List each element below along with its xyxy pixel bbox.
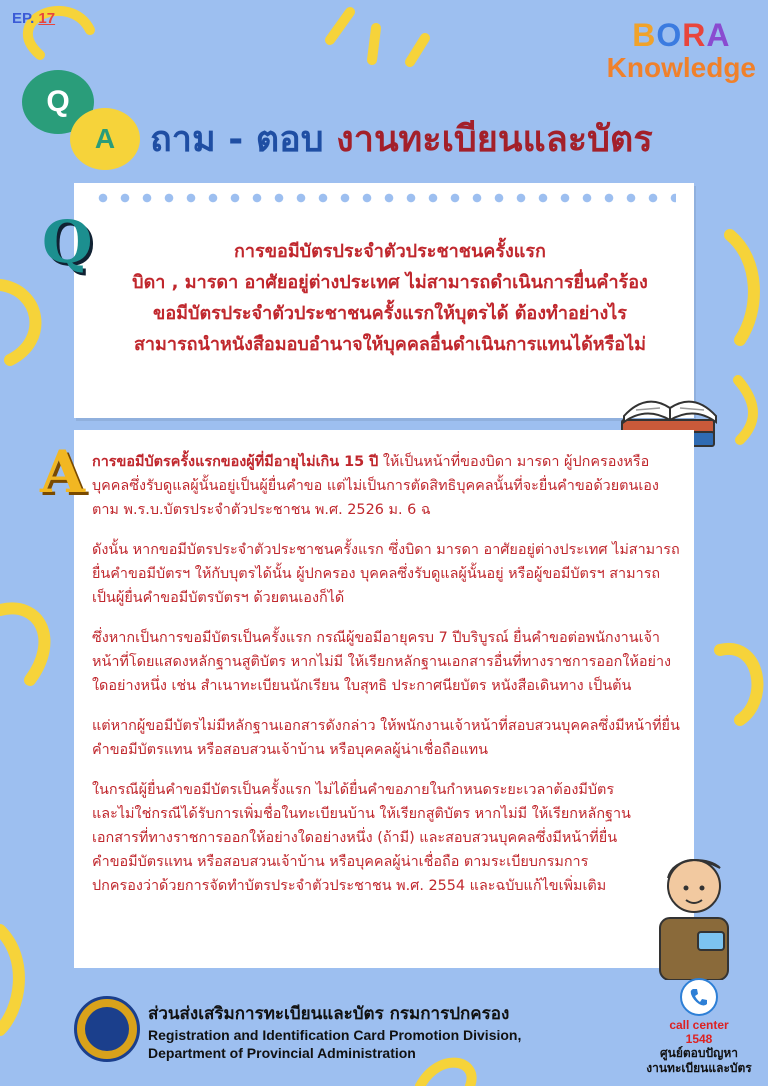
seal-inner [85, 1007, 129, 1051]
question-letter: Q [42, 208, 93, 276]
title-part1: ถาม - ตอบ [150, 119, 324, 160]
call-th-line: ศูนย์ตอบปัญหา [660, 1046, 738, 1060]
seal-logo [74, 996, 140, 1062]
footer-org-thai: ส่วนส่งเสริมการทะเบียนและบัตร กรมการปกครอง [148, 1004, 510, 1024]
call-number: 1548 [685, 1032, 713, 1046]
episode-label: EP. [12, 10, 35, 27]
answer-paragraph: ในกรณีผู้ยื่นคำขอมีบัตรเป็นครั้งแรก ไม่ได้ยื่นคำขอภายในกำหนดระยะเวลาต้องมีบัตร และไม่ใช่กรณีได้รับการเพิ่มชื่อในทะเบียนบ้าน ให้เรียกสูติบัตร หากไม่มี ให้เรียกหลักฐานเอกสารที่ทางราชการออกให้อย่างใดอย่างหนึ่ง (ถ้ามี) และสอบสวนบุคคลซึ่งมีหน้าที่ยื่นคำขอมีบัตรแทน หรือสอบสวนเจ้าบ้าน หรือบุคคลผู้น่าเชื่อถือ ตามระเบียบกรมการปกครองว่าด้วยการจัดทำบัตรประจำตัวประชาชน พ.ศ. 2554 และฉบับแก้ไขเพิ่มเติม [92, 782, 631, 894]
question-text [90, 236, 690, 360]
footer-org-en-line: Registration and Identification Card Promotion Division, [148, 1027, 522, 1043]
answer-lead: การขอมีบัตรครั้งแรกของผู้ที่มีอายุไม่เกิน 15 ปี [92, 454, 379, 470]
call-center [636, 978, 762, 1076]
question-line: สามารถนำหนังสือมอบอำนาจให้บุคคลอื่นดำเนินการแทนได้หรือไม่ [133, 334, 647, 355]
q-bubble: Q [22, 70, 94, 134]
call-th-line: งานทะเบียนและบัตร [646, 1061, 752, 1075]
answer-letter: A [40, 438, 86, 506]
title-part2: งานทะเบียนและบัตร [336, 119, 653, 160]
brand-bora [607, 18, 756, 52]
phone-icon [680, 978, 718, 1016]
answer-paragraph: ดังนั้น หากขอมีบัตรประจำตัวประชาชนครั้งแรก ซึ่งบิดา มารดา อาศัยอยู่ต่างประเทศ ไม่สามารถยื่นคำขอมีบัตรฯ ให้กับบุตรได้นั้น ผู้ปกครอง บุคคลซึ่งรับดูแลผู้นั้นอยู่ หรือผู้ขอมีบัตรฯ สามารถเป็นผู้ยื่นคำขอมีบัตรบัตรฯ ด้วยตนเองก็ได้ [92, 542, 680, 606]
episode-badge [12, 10, 55, 27]
answer-paragraph: แต่หากผู้ขอมีบัตรไม่มีหลักฐานเอกสารดังกล่าว ให้พนักงานเจ้าหน้าที่สอบสวนบุคคลซึ่งมีหน้าที่ยื่นคำขอมีบัตรแทน หรือสอบสวนเจ้าบ้าน หรือบุคคลผู้น่าเชื่อถือแทน [92, 718, 680, 758]
footer-org-en-line: Department of Provincial Administration [148, 1045, 416, 1061]
call-label: call center [669, 1018, 729, 1032]
answer-paragraph: ซึ่งหากเป็นการขอมีบัตรเป็นครั้งแรก กรณีผู้ขอมีอายุครบ 7 ปีบริบูรณ์ ยื่นคำขอต่อพนักงานเจ้าหน้าที่โดยแสดงหลักฐานสูติบัตร หากไม่มี ให้เรียกหลักฐานเอกสารอื่นที่ทางราชการออกให้อย่างใดอย่างหนึ่ง เช่น สำเนาทะเบียนนักเรียน ใบสุทธิ ประกาศนียบัตร หนังสือเดินทาง เป็นต้น [92, 630, 672, 694]
brand-letter: B [632, 17, 657, 53]
brand-logo [607, 18, 756, 84]
question-line: บิดา , มารดา อาศัยอยู่ต่างประเทศ ไม่สามารถดำเนินการยื่นคำร้อง [132, 272, 648, 293]
answer-body [92, 450, 682, 914]
footer-org-english [148, 1026, 521, 1062]
answer-paragraph [92, 450, 682, 522]
brand-letter: O [656, 17, 683, 53]
a-bubble: A [70, 108, 140, 170]
episode-number: 17 [38, 10, 56, 27]
brand-letter: A [706, 17, 731, 53]
brand-letter: R [682, 17, 707, 53]
question-line: การขอมีบัตรประจำตัวประชาชนครั้งแรก [234, 241, 546, 262]
card-dots [92, 193, 676, 203]
question-line: ขอมีบัตรประจำตัวประชาชนครั้งแรกให้บุตรได้ ต้องทำอย่างไร [153, 303, 627, 324]
qa-bubbles-icon [22, 70, 142, 170]
answer-p1-text: ให้เป็นหน้าที่ของบิดา มารดา ผู้ปกครองหรือบุคคลซึ่งรับดูแลผู้นั้นอยู่เป็นผู้ยื่นคำขอ แต่ไม่เป็นการตัดสิทธิบุคคลนั้นที่จะยื่นคำขอด้วยตนเอง ตาม พ.ร.บ.บัตรประจำตัวประชาชน พ.ศ. 2526 ม. 6 ฉ [92, 454, 659, 518]
brand-knowledge: Knowledge [606, 52, 756, 83]
officer-illustration [642, 838, 742, 980]
page-title [150, 110, 653, 167]
